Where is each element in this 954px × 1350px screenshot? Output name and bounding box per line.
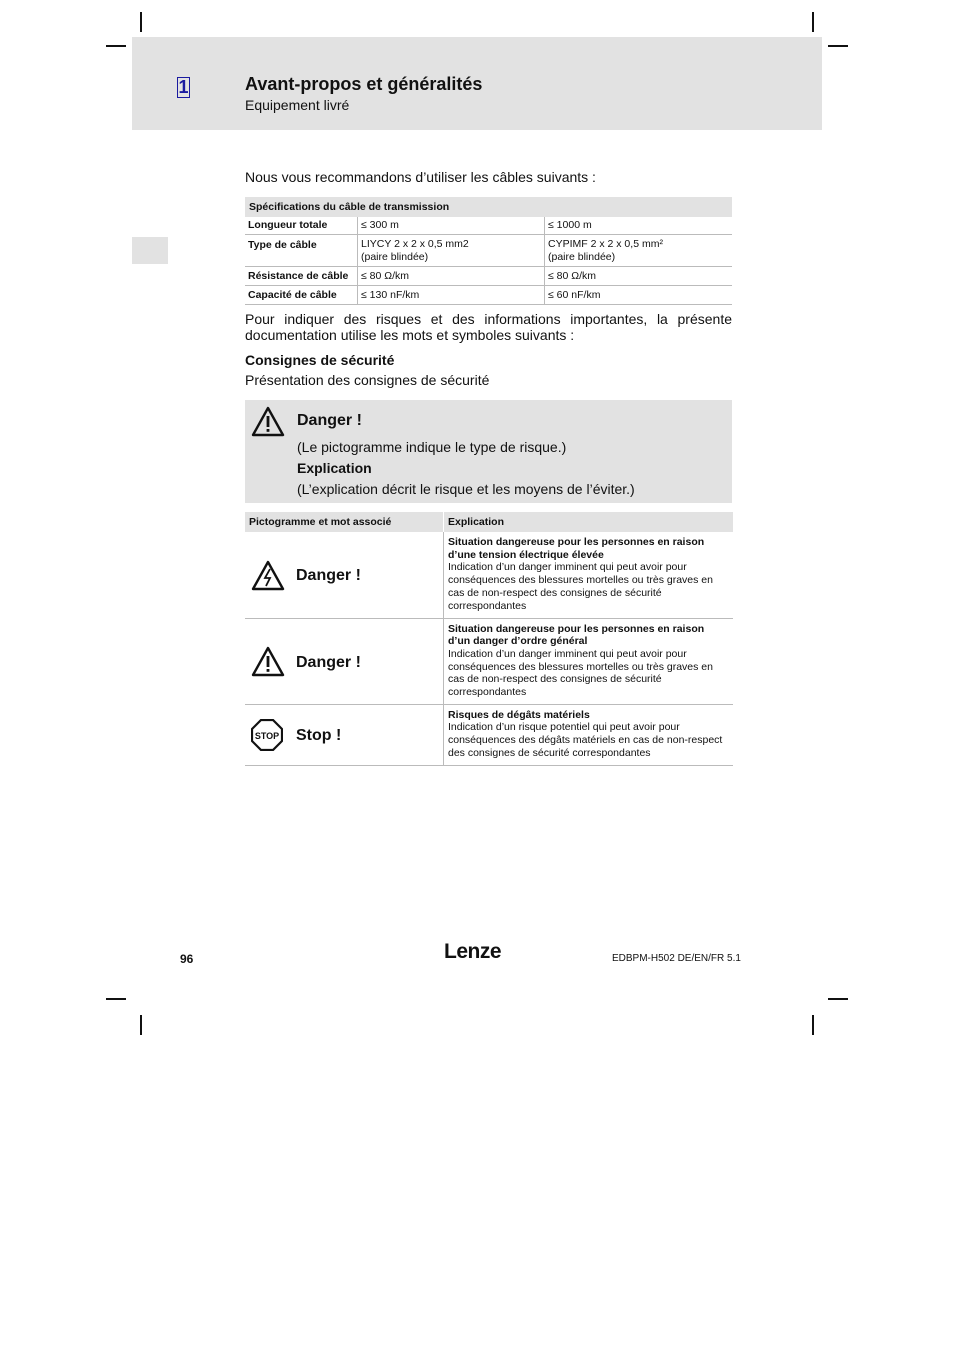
- table-row: [245, 235, 732, 267]
- danger-line: (Le pictogramme indique le type de risque.): [297, 439, 567, 455]
- pictogram-table: [245, 512, 733, 766]
- explication-text: Indication d’un danger imminent qui peut avoir pour conséquences des blessures mortelles ou très graves en cas de non-respect des consignes de sécurité correspondantes: [448, 561, 713, 612]
- explication-title: Risques de dégâts matériels: [448, 708, 590, 721]
- cell-value: ≤ 80 Ω/km: [545, 267, 733, 286]
- cell-value: LIYCY 2 x 2 x 0,5 mm2: [361, 238, 469, 250]
- table-row: [245, 267, 732, 286]
- svg-text:STOP: STOP: [254, 730, 280, 741]
- intro-text: Nous vous recommandons d’utiliser les câbles suivants :: [245, 169, 596, 185]
- crop-mark: [812, 12, 814, 32]
- danger-title: Danger !: [297, 412, 362, 429]
- crop-mark: [812, 1015, 814, 1035]
- lenze-logo: Lenze: [444, 940, 502, 963]
- explication-title: Situation dangereuse pour les personnes en raison d’un danger d’ordre général: [448, 622, 705, 648]
- side-tab-marker: [132, 237, 168, 264]
- table-row: [245, 704, 733, 765]
- crop-mark: [828, 998, 848, 1000]
- danger-notice-box: [245, 400, 732, 503]
- row-label: Résistance de câble: [245, 267, 358, 286]
- crop-mark: [140, 12, 142, 32]
- explication-text: Indication d’un danger imminent qui peut avoir pour conséquences des blessures mortelles ou très graves en cas de non-respect des consignes de sécurité correspondantes: [448, 647, 713, 699]
- explication-title: Situation dangereuse pour les personnes en raison d’une tension électrique élevée: [448, 536, 705, 561]
- table-row: [245, 618, 733, 704]
- table-row: [245, 286, 732, 305]
- cell-value: ≤ 300 m: [358, 217, 545, 235]
- safety-heading: Consignes de sécurité: [245, 352, 395, 368]
- cell-value: ≤ 60 nF/km: [545, 286, 733, 305]
- explication-label: Explication: [297, 460, 372, 476]
- crop-mark: [828, 45, 848, 47]
- row-label: Type de câble: [245, 235, 358, 267]
- cell-note: (paire blindée): [548, 251, 616, 263]
- general-hazard-icon: [251, 646, 285, 678]
- electric-hazard-icon: [251, 560, 285, 592]
- signal-word: Danger !: [296, 567, 361, 584]
- cell-value: CYPIMF 2 x 2 x 0,5 mm²: [548, 238, 663, 250]
- safety-subheading: Présentation des consignes de sécurité: [245, 372, 490, 388]
- document-id: EDBPM-H502 DE/EN/FR 5.1: [612, 953, 741, 964]
- row-label: Capacité de câble: [245, 286, 358, 305]
- cell-value: ≤ 80 Ω/km: [358, 267, 545, 286]
- crop-mark: [106, 998, 126, 1000]
- symbols-intro-text: Pour indiquer des risques et des informations importantes, la présente documentation utilise les mots et symboles suivants :: [245, 311, 732, 343]
- page-subtitle: Equipement livré: [245, 97, 350, 113]
- signal-word: Stop !: [296, 726, 342, 744]
- danger-explanation: (L’explication décrit le risque et les moyens de l’éviter.): [297, 481, 635, 497]
- crop-mark: [140, 1015, 142, 1035]
- row-label: Longueur totale: [245, 217, 358, 235]
- table-row: [245, 217, 732, 235]
- cell-note: (paire blindée): [361, 251, 429, 263]
- cell-value: ≤ 130 nF/km: [358, 286, 545, 305]
- page-number: 96: [180, 952, 194, 966]
- table-row: [245, 532, 733, 618]
- cell-value: ≤ 1000 m: [545, 217, 733, 235]
- cable-spec-table: [245, 197, 732, 305]
- signal-word: Danger !: [296, 653, 361, 671]
- page-title: Avant-propos et généralités: [245, 74, 483, 94]
- warning-triangle-icon: [251, 406, 285, 438]
- explication-col-header: Explication: [444, 512, 734, 532]
- explication-text: Indication d’un risque potentiel qui peut avoir pour conséquences des dégâts matériels en cas de non-respect des consignes de sécurité correspondantes: [448, 721, 723, 759]
- picto-col-header: Pictogramme et mot associé: [245, 512, 444, 532]
- crop-mark: [106, 45, 126, 47]
- stop-icon: [251, 719, 283, 751]
- cable-table-header: Spécifications du câble de transmission: [245, 197, 732, 217]
- chapter-number[interactable]: 1: [178, 77, 189, 97]
